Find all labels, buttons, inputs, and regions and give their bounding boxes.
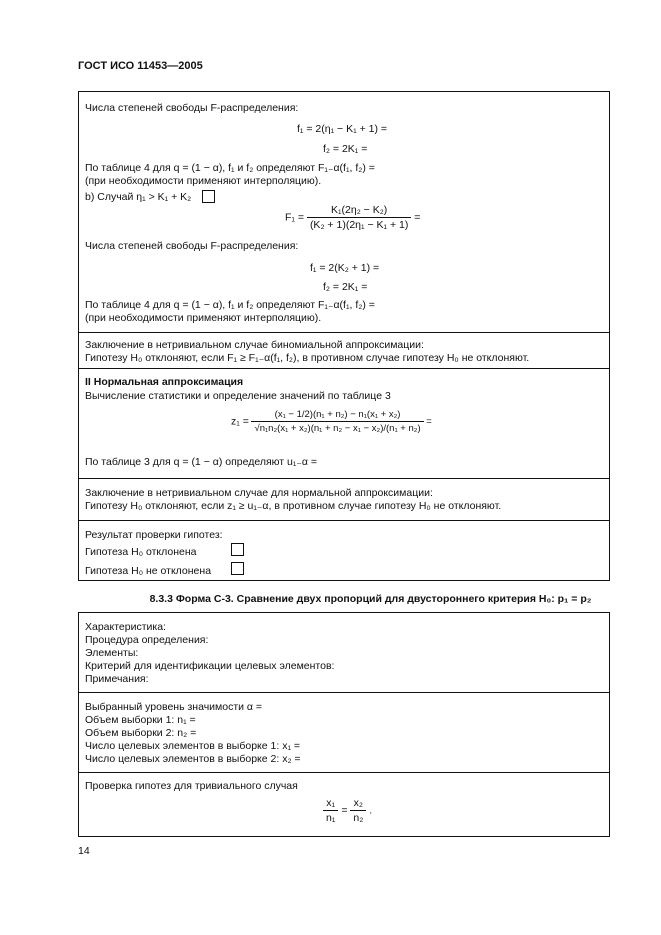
trivial-case-section (79, 773, 609, 836)
trivial-case-formula (323, 797, 372, 824)
z1-fraction (251, 409, 423, 434)
dof-title-2: Числа степеней свободы F-распределения: (85, 240, 299, 252)
f2-equation-2: f₂ = 2K₁ = (323, 281, 368, 293)
characteristic-line: Характеристика: (85, 621, 166, 633)
ratio-tail: . (369, 804, 373, 817)
document-code: ГОСТ ИСО 11453—2005 (78, 60, 203, 72)
ratio-2-den: n₂ (353, 812, 364, 824)
normal-conclusion-rule: Гипотезу H₀ отклоняют, если z₁ ≥ u₁₋α, в противном случае гипотезу H₀ не отклоняют. (85, 500, 502, 512)
rejected-label: Гипотеза H₀ отклонена (85, 546, 197, 558)
normal-conclusion-title: Заключение в нетривиальном случае для нормальной аппроксимации: (85, 487, 433, 499)
z1-lhs: z₁ = (231, 415, 249, 428)
result-title: Результат проверки гипотез: (85, 529, 223, 541)
target-count-2-line: Число целевых элементов в выборке 2: x₂ = (85, 753, 301, 765)
dof-title: Числа степеней свободы F-распределения: (85, 102, 299, 114)
significance-level-line: Выбранный уровень значимости α = (85, 701, 263, 713)
page-number: 14 (78, 845, 90, 857)
binomial-conclusion-title: Заключение в нетривиальном случае биномиальной аппроксимации: (85, 339, 424, 351)
result-option-not-rejected (85, 565, 211, 577)
sample-size-1-line: Объем выборки 1: n₁ = (85, 714, 196, 726)
interpolation-note-2: (при необходимости применяют интерполяцию). (85, 312, 322, 324)
target-count-1-line: Число целевых элементов в выборке 1: x₁ = (85, 740, 301, 752)
case-b-checkbox[interactable] (202, 190, 215, 203)
z1-tail: = (426, 416, 432, 427)
form-c2-continuation (78, 91, 610, 581)
criterion-line: Критерий для идентификации целевых элементов: (85, 660, 335, 672)
ratio-1 (323, 797, 338, 824)
hypothesis-result (79, 521, 609, 580)
table-4-line-2: По таблице 4 для q = (1 − α), f₁ и f₂ определяют F₁₋α(f₁, f₂) = (85, 299, 375, 311)
case-b-text: b) Случай η₁ > K₁ + K₂ (85, 191, 192, 203)
sample-size-2-line: Объем выборки 2: n₂ = (85, 727, 197, 739)
ratio-2-num: x₂ (350, 797, 366, 811)
F1-numerator: K₁(2η₂ − K₂) (307, 204, 411, 218)
rejected-checkbox[interactable] (231, 543, 244, 556)
not-rejected-checkbox[interactable] (231, 562, 244, 575)
z1-numerator: (x₁ − 1/2)(n₁ + n₂) − n₁(x₁ + x₂) (251, 409, 423, 422)
normal-approx-desc: Вычисление статистики и определение значений по таблице 3 (85, 390, 391, 402)
binomial-conclusion-rule: Гипотезу H₀ отклоняют, если F₁ ≥ F₁₋α(f₁, f₂), в противном случае гипотезу H₀ не отклоняют. (85, 352, 530, 364)
case-b-label (85, 190, 215, 203)
ratio-eq: = (341, 804, 348, 817)
z1-formula (231, 409, 432, 434)
f1-equation: f₁ = 2(η₁ − K₁ + 1) = (297, 123, 388, 135)
f1-equation-2: f₁ = 2(K₂ + 1) = (310, 262, 380, 274)
z1-denominator: √n₁n₂(x₁ + x₂)(n₁ + n₂ − x₁ − x₂)/(n₁ + n₂) (254, 423, 421, 434)
F1-denominator: (K₂ + 1)(2η₁ − K₁ + 1) (309, 219, 409, 231)
ratio-1-den: n₁ (326, 812, 336, 824)
normal-conclusion (79, 479, 609, 521)
F1-tail: = (414, 211, 421, 224)
f2-equation: f₂ = 2K₁ = (323, 143, 368, 155)
F1-lhs: F₁ = (285, 211, 305, 224)
table-3-line: По таблице 3 для q = (1 − α) определяют u₁₋α = (85, 456, 318, 468)
procedure-line: Процедура определения: (85, 634, 209, 646)
elements-line: Элементы: (85, 647, 139, 659)
F1-formula (285, 204, 420, 231)
normal-approx-title: II Нормальная аппроксимация (85, 376, 244, 388)
ratio-2 (350, 797, 366, 824)
normal-approximation-section (79, 369, 609, 479)
form-c3-heading: 8.3.3 Форма С-3. Сравнение двух пропорций для двустороннего критерия H₀: p₁ = p₂ (149, 593, 592, 605)
notes-line: Примечания: (85, 673, 149, 685)
form-c3 (78, 612, 610, 837)
trivial-case-title: Проверка гипотез для тривиального случая (85, 780, 298, 792)
F1-fraction (307, 204, 411, 231)
binomial-conclusion (79, 333, 609, 369)
table-4-line: По таблице 4 для q = (1 − α), f₁ и f₂ определяют F₁₋α(f₁, f₂) = (85, 162, 375, 174)
interpolation-note: (при необходимости применяют интерполяцию). (85, 175, 322, 187)
form-c3-info (79, 613, 609, 693)
form-c3-inputs (79, 693, 609, 773)
result-option-rejected (85, 546, 196, 558)
binomial-section (79, 92, 609, 333)
ratio-1-num: x₁ (323, 797, 338, 811)
not-rejected-label: Гипотеза H₀ не отклонена (85, 565, 212, 577)
